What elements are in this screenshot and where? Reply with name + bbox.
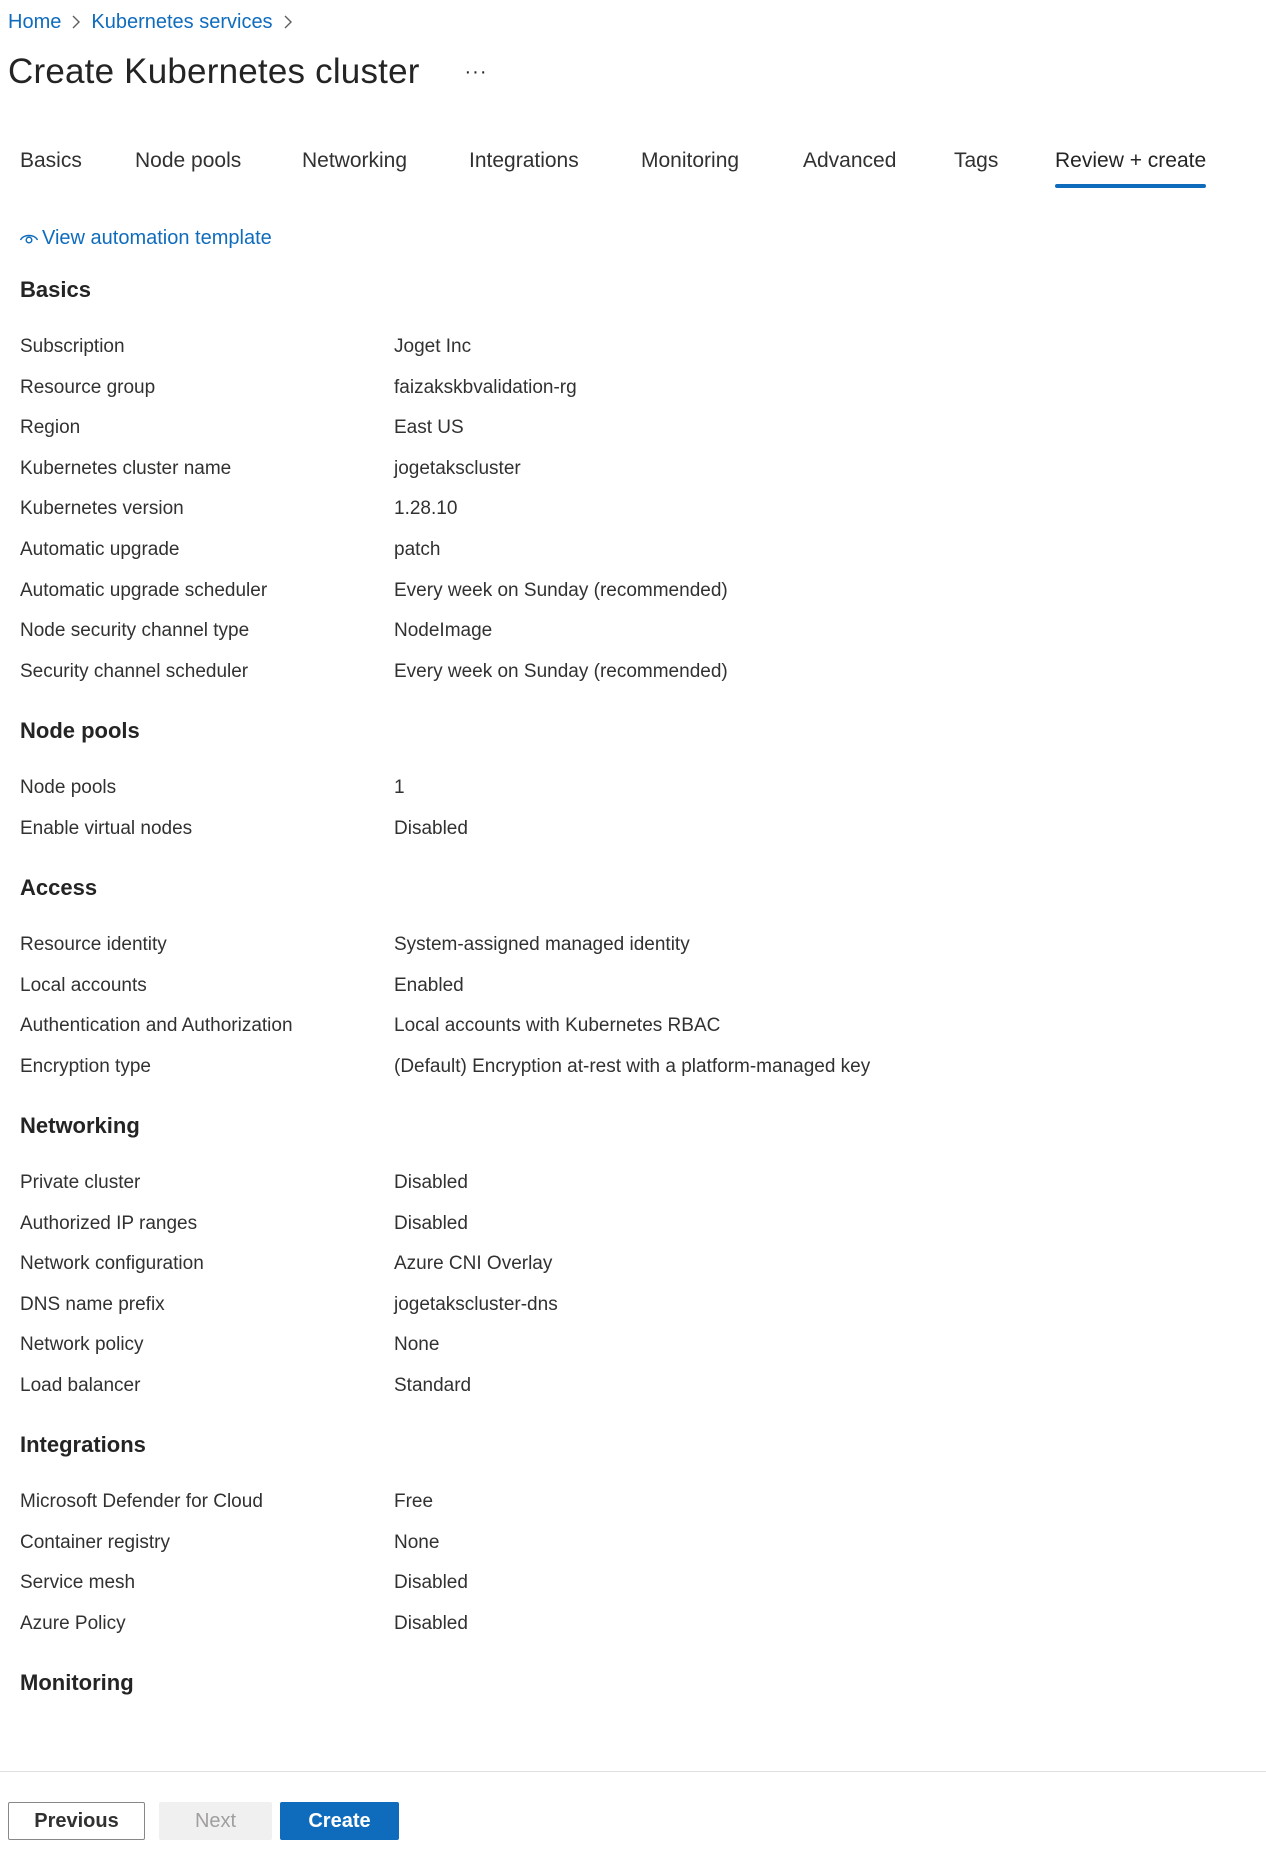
- row-value: Azure CNI Overlay: [394, 1253, 553, 1274]
- row-label: Subscription: [20, 336, 125, 357]
- tab-advanced[interactable]: Advanced: [803, 149, 897, 172]
- row-label: Enable virtual nodes: [20, 818, 193, 839]
- row-label: Network policy: [20, 1334, 144, 1355]
- row-value: NodeImage: [394, 620, 493, 641]
- row-label: Node pools: [20, 777, 117, 798]
- row-label: Azure Policy: [20, 1613, 126, 1634]
- breadcrumb-home-link[interactable]: Home: [8, 10, 62, 33]
- footer-divider: [0, 1771, 1266, 1772]
- tab-basics[interactable]: Basics: [20, 149, 82, 172]
- eye-icon: [19, 230, 39, 246]
- row-value: Joget Inc: [394, 336, 472, 357]
- row-label: Security channel scheduler: [20, 661, 249, 682]
- row-value: Disabled: [394, 818, 468, 839]
- tab-networking[interactable]: Networking: [302, 149, 408, 172]
- row-value: (Default) Encryption at-rest with a platform-managed key: [394, 1056, 871, 1077]
- page-title: Create Kubernetes cluster: [8, 52, 420, 91]
- row-value: faizakskbvalidation-rg: [394, 377, 577, 398]
- section-title-integrations: Integrations: [20, 1432, 146, 1457]
- row-label: Encryption type: [20, 1056, 151, 1077]
- row-label: Automatic upgrade scheduler: [20, 580, 268, 601]
- section-title-basics: Basics: [20, 277, 91, 302]
- row-label: Kubernetes cluster name: [20, 458, 232, 479]
- row-label: Automatic upgrade: [20, 539, 180, 560]
- row-value: Every week on Sunday (recommended): [394, 661, 728, 682]
- tab-integrations[interactable]: Integrations: [469, 149, 579, 172]
- row-value: Local accounts with Kubernetes RBAC: [394, 1015, 721, 1036]
- next-button[interactable]: Next: [159, 1802, 272, 1840]
- row-label: Service mesh: [20, 1572, 136, 1593]
- row-value: Disabled: [394, 1613, 468, 1634]
- row-label: Microsoft Defender for Cloud: [20, 1491, 263, 1512]
- chevron-right-icon: [273, 8, 303, 36]
- more-options-button[interactable]: ···: [464, 60, 488, 83]
- row-value: Free: [394, 1491, 434, 1512]
- row-value: Standard: [394, 1375, 472, 1396]
- view-automation-template-link[interactable]: [19, 224, 272, 252]
- chevron-right-icon: [61, 8, 91, 36]
- row-value: East US: [394, 417, 464, 438]
- row-label: Node security channel type: [20, 620, 250, 641]
- row-label: Kubernetes version: [20, 498, 184, 519]
- section-title-node-pools: Node pools: [20, 718, 140, 743]
- row-value: System-assigned managed identity: [394, 934, 690, 955]
- create-button[interactable]: Create: [280, 1802, 399, 1840]
- section-title-networking: Networking: [20, 1113, 140, 1138]
- row-label: DNS name prefix: [20, 1294, 165, 1315]
- row-label: Resource group: [20, 377, 156, 398]
- row-value: Every week on Sunday (recommended): [394, 580, 728, 601]
- row-value: None: [394, 1532, 440, 1553]
- row-value: 1: [394, 777, 405, 798]
- tab-review-create[interactable]: Review + create: [1055, 140, 1206, 190]
- tab-monitoring[interactable]: Monitoring: [641, 149, 740, 172]
- row-value: Disabled: [394, 1572, 468, 1593]
- row-value: Enabled: [394, 975, 464, 996]
- row-value: patch: [394, 539, 441, 560]
- row-value: Disabled: [394, 1172, 468, 1193]
- tab-node-pools[interactable]: Node pools: [135, 149, 242, 172]
- row-label: Region: [20, 417, 81, 438]
- automation-link-label: View automation template: [42, 226, 272, 249]
- wizard-tabs: [0, 140, 1266, 190]
- previous-button[interactable]: Previous: [8, 1802, 145, 1840]
- breadcrumb-kubernetes-services-link[interactable]: Kubernetes services: [91, 10, 273, 33]
- row-value: 1.28.10: [394, 498, 458, 519]
- row-value: jogetakscluster-dns: [394, 1294, 558, 1315]
- row-label: Local accounts: [20, 975, 147, 996]
- row-label: Resource identity: [20, 934, 167, 955]
- row-label: Container registry: [20, 1532, 170, 1553]
- row-label: Authentication and Authorization: [20, 1015, 293, 1036]
- row-value: None: [394, 1334, 440, 1355]
- section-title-monitoring: Monitoring: [20, 1670, 134, 1695]
- tab-tags[interactable]: Tags: [954, 149, 999, 172]
- row-label: Private cluster: [20, 1172, 141, 1193]
- row-label: Load balancer: [20, 1375, 141, 1396]
- row-value: Disabled: [394, 1213, 468, 1234]
- row-value: jogetakscluster: [394, 458, 521, 479]
- breadcrumb: [8, 8, 303, 36]
- row-label: Network configuration: [20, 1253, 204, 1274]
- section-title-access: Access: [20, 875, 98, 900]
- row-label: Authorized IP ranges: [20, 1213, 198, 1234]
